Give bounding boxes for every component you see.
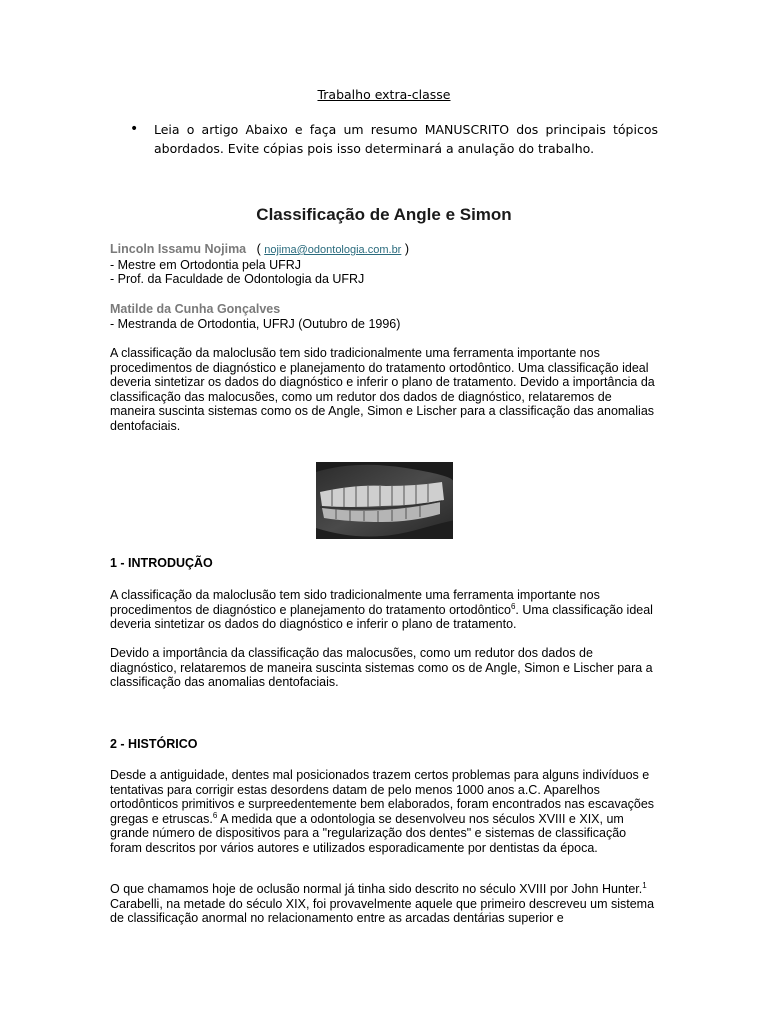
- instruction-text: Leia o artigo Abaixo e faça um resumo MANUSCRITO dos principais tópicos abordados. Evite cópias pois isso determinará a anulação do trabalho.: [154, 122, 658, 156]
- abstract-paragraph: A classificação da maloclusão tem sido tradicionalmente uma ferramenta importante nos procedimentos de diagnóstico e planejamento do tratamento ortodôntico. Uma classificação ideal deveria sintetizar os dados do diagnóstico e inferir o plano de tratamento. Devido a importância da classificação das malocusões, como um redutor dos dados de diagnóstico, relataremos de maneira suscinta sistemas como os de Angle, Simon e Lischer para a classificação das anomalias dentofaciais.: [110, 346, 655, 433]
- citation-superscript: 6: [510, 601, 516, 611]
- history-paragraph-1: [110, 768, 655, 855]
- paragraph-text: O que chamamos hoje de oclusão normal já tinha sido descrito no século XVIII por John Hunter.: [110, 882, 643, 896]
- email-close-paren: ): [404, 242, 410, 256]
- author-block-1: [110, 242, 409, 287]
- instruction-item: [130, 120, 658, 158]
- email-open-paren: (: [256, 242, 261, 256]
- paragraph-text: Desde a antiguidade, dentes mal posicionados trazem certos problemas para alguns indivíduos e tentativas para corrigir estas desordens datam de pelo menos 1000 anos a.C. Aparelhos ortodônticos primitivos e surpreedentemente bem elaborados, foram encontrados nas escavações gregas e etruscas.: [110, 768, 655, 826]
- paragraph-text: Carabelli, na metade do século XIX, foi provavelmente aquele que primeiro descreveu um sistema de classificação anormal no relacionamento entre as arcadas dentárias superior e: [110, 896, 655, 925]
- author-name: Lincoln Issamu Nojima: [110, 242, 247, 256]
- author-name: Matilde da Cunha Gonçalves: [110, 302, 281, 316]
- paragraph-text: A medida que a odontologia se desenvolveu nos séculos XVIII e XIX, um grande número de dispositivos para a "regularização dos dentes" e sistemas de classificação foram descritos por vários autores e utilizados esporadicamente por dentistas da época.: [110, 811, 627, 855]
- bullet-icon: •: [130, 121, 139, 137]
- citation-superscript: 1: [642, 880, 647, 890]
- article-title: Classificação de Angle e Simon: [256, 205, 512, 224]
- citation-superscript: 6: [212, 810, 218, 820]
- assignment-title: Trabalho extra-classe: [317, 87, 451, 102]
- paragraph-text: . Uma classificação ideal deveria sintetizar os dados do diagnóstico e inferir o plano de tratamento.: [110, 602, 653, 631]
- author-credential: - Mestranda de Ortodontia, UFRJ (Outubro de 1996): [110, 316, 401, 331]
- author-block-2: [110, 302, 400, 331]
- history-paragraph-2: [110, 882, 655, 926]
- dental-photo: [316, 462, 453, 539]
- intro-paragraph-2: Devido a importância da classificação das malocusões, como um redutor dos dados de diagnóstico, relataremos de maneira suscinta sistemas como os de Angle, Simon e Lischer para a classificação das anomalias dentofaciais.: [110, 646, 653, 689]
- section-heading: 1 - INTRODUÇÃO: [110, 556, 213, 570]
- intro-paragraph-1: [110, 588, 655, 632]
- teeth-image: [316, 462, 453, 539]
- section-heading: 2 - HISTÓRICO: [110, 737, 198, 751]
- author-email-link[interactable]: nojima@odontologia.com.br: [264, 244, 402, 256]
- author-credential: - Mestre em Ortodontia pela UFRJ: [110, 257, 302, 272]
- author-credential: - Prof. da Faculdade de Odontologia da UFRJ: [110, 272, 365, 286]
- paragraph-text: A classificação da maloclusão tem sido tradicionalmente uma ferramenta importante nos procedimentos de diagnóstico e planejamento do tratamento ortodôntico: [110, 588, 600, 617]
